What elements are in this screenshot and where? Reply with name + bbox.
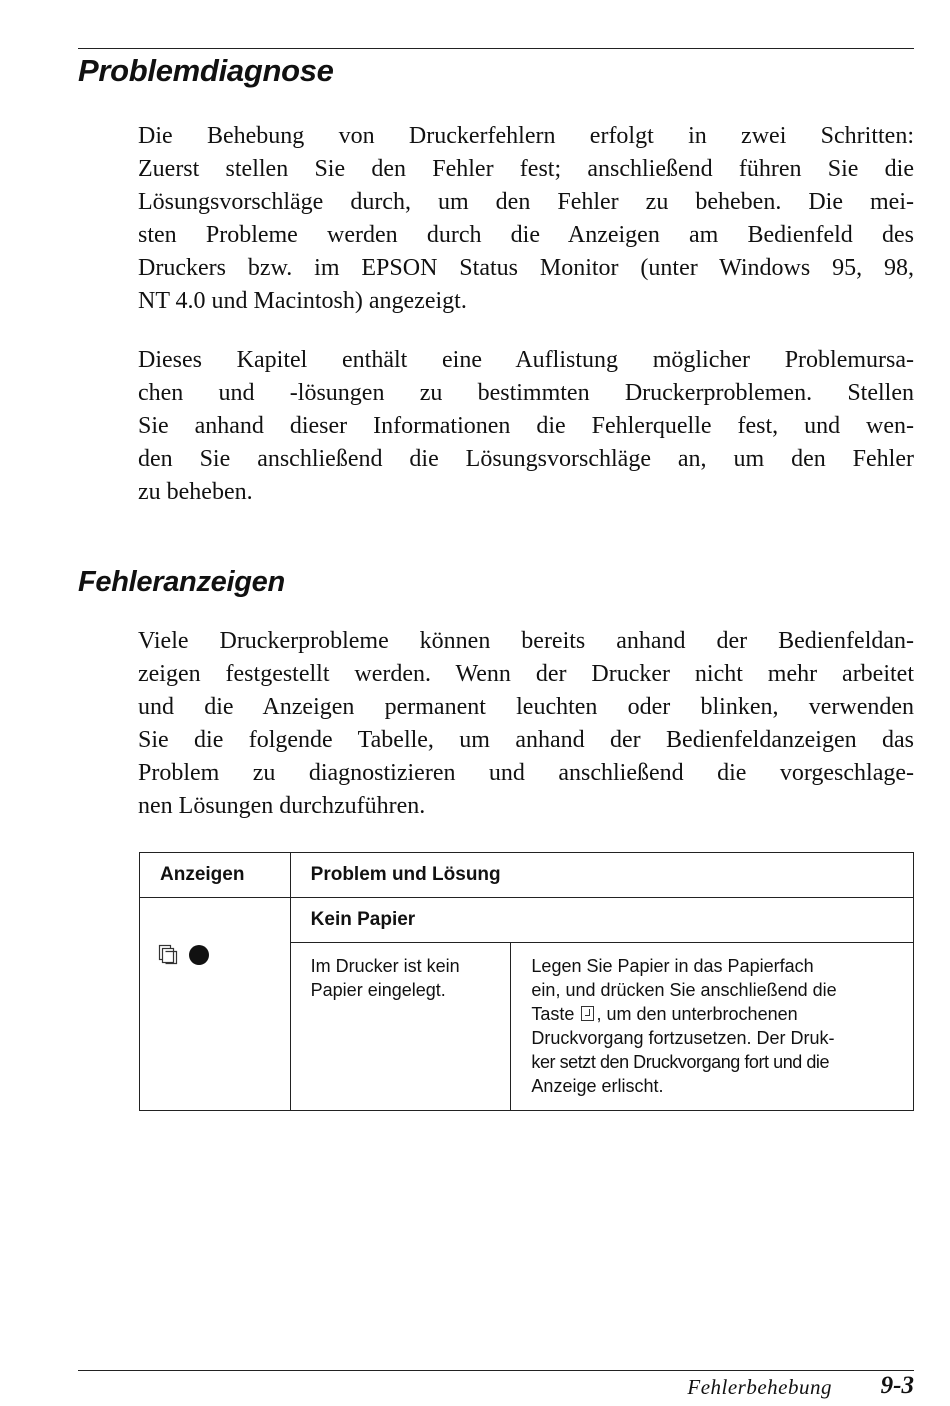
solution-line: ker setzt den Druckvorgang fort und die [531,1052,830,1072]
indicators-paragraph [138,625,914,823]
indicator-icons [140,898,290,966]
text-line: nen Lösungen durchzuführen. [138,793,426,819]
text-line: sten Probleme werden durch die Anzeigen am Bedienfeld des [138,222,914,248]
indicator-cell [140,898,291,1111]
column-header-problem [290,853,913,898]
text-line: chen und -lösungen zu bestimmten Druckerproblemen. Stellen [138,380,914,406]
text-line: Druckers bzw. im EPSON Status Monitor (unter Windows 95, 98, [138,255,914,281]
cause-line: Im Drucker ist kein [310,956,460,976]
text-line: Zuerst stellen Sie den Fehler fest; anschließend führen Sie die [138,156,914,182]
footer-rule [78,1370,914,1371]
solution-line: Anzeige erlischt. [531,1076,664,1096]
text-line: Dieses Kapitel enthält eine Auflistung möglicher Problemursa- [138,347,914,373]
intro-paragraph [138,120,914,318]
solution-cell [511,943,914,1111]
solution-line: ein, und drücken Sie anschließend die [531,980,837,1000]
column-header-label: Problem und Lösung [310,864,501,885]
top-rule [78,48,914,49]
text-line: zeigen festgestellt werden. Wenn der Drucker nicht mehr arbeitet [138,661,914,687]
heading-fehleranzeigen: Fehleranzeigen [78,566,285,598]
text-line: zu beheben. [138,479,253,505]
problem-title: Kein Papier [310,909,416,930]
page-number: 9-3 [880,1372,914,1399]
cause-cell [290,943,511,1111]
cause-line: Papier eingelegt. [310,980,446,1000]
solution-text: Taste [531,1004,575,1024]
solution-line: Druckvorgang fortzusetzen. Der Druk- [531,1028,835,1048]
lit-dot-icon [188,944,210,966]
paper-light-icon [158,944,178,966]
column-header-indicators [140,853,291,898]
text-line: Sie anhand dieser Informationen die Fehlerquelle fest, und wen- [138,413,914,439]
chapter-paragraph [138,344,914,509]
text-line: Sie die folgende Tabelle, um anhand der Bedienfeldanzeigen das [138,727,914,753]
solution-line-with-key [531,1002,893,1026]
text-line: Lösungsvorschläge durch, um den Fehler zu beheben. Die mei- [138,189,914,215]
solution-line: Legen Sie Papier in das Papierfach [531,956,814,976]
error-indicator-table [139,852,914,1111]
pause-key-icon [581,1006,594,1021]
text-line: Viele Druckerprobleme können bereits anhand der Bedienfeldan- [138,628,914,654]
text-line: Problem zu diagnostizieren und anschließend die vorgeschlage- [138,760,914,786]
table-row [140,898,914,943]
text-line: und die Anzeigen permanent leuchten oder blinken, verwenden [138,694,914,720]
table-header-row [140,853,914,898]
text-line: NT 4.0 und Macintosh) angezeigt. [138,288,467,314]
footer-chapter-title: Fehlerbehebung [687,1375,832,1399]
column-header-label: Anzeigen [160,864,245,885]
text-line: Die Behebung von Druckerfehlern erfolgt in zwei Schritten: [138,123,914,149]
problem-title-cell [290,898,913,943]
solution-text: , um den unterbrochenen [596,1004,798,1024]
text-line: den Sie anschließend die Lösungsvorschläge an, um den Fehler [138,446,914,472]
heading-problemdiagnose: Problemdiagnose [78,53,334,88]
